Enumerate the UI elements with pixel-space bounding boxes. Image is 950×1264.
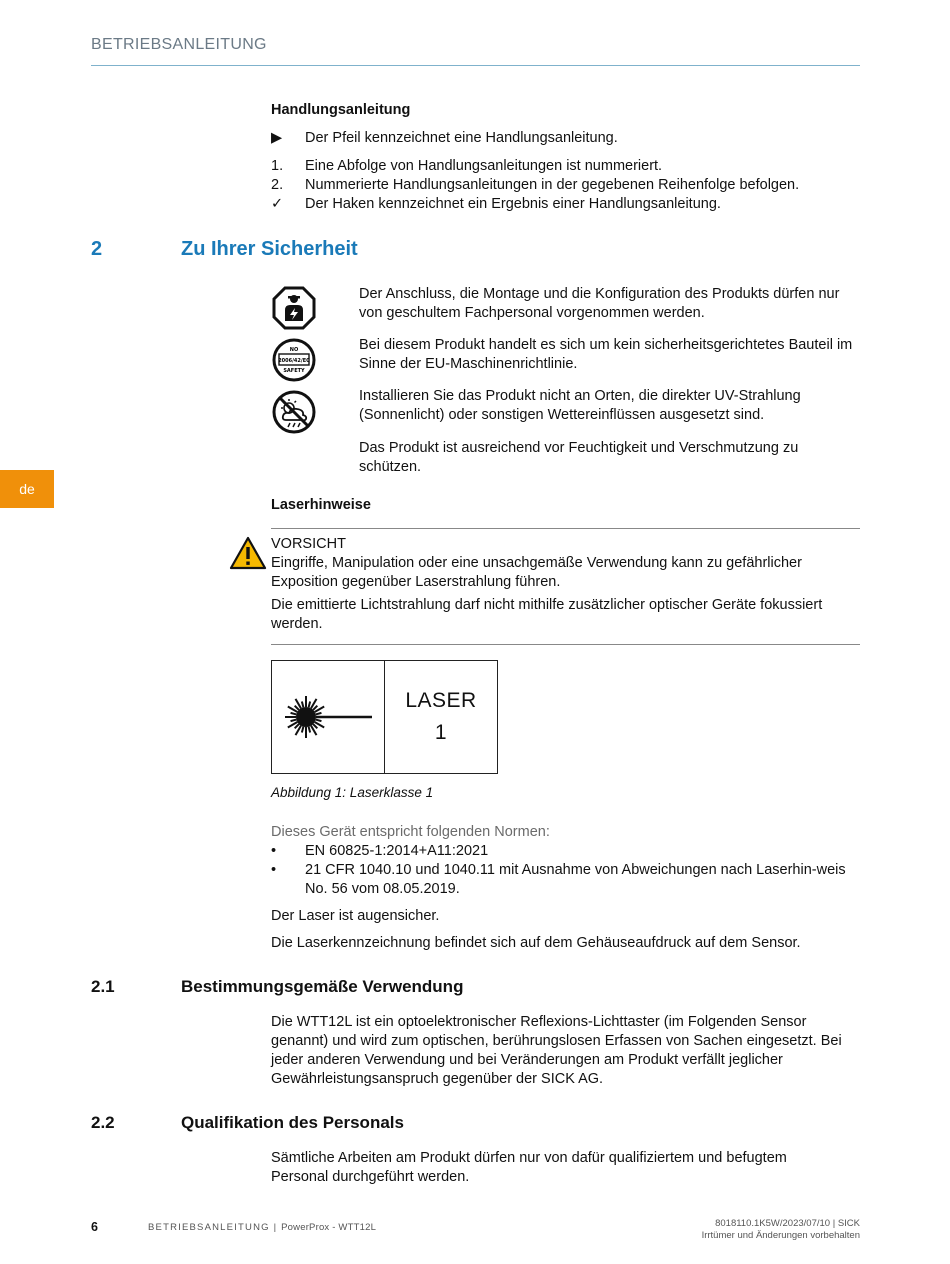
- laser-marking-text: Die Laserkennzeichnung befindet sich auf dem Gehäuseaufdruck auf dem Sensor.: [271, 935, 801, 951]
- warning-label: VORSICHT: [271, 536, 346, 552]
- no-safety-icon: [272, 338, 316, 382]
- laser-ray: [313, 724, 317, 728]
- warning-text: Eingriffe, Manipulation oder eine unsachgemäße Verwendung kann zu gefährlicher Exposition gegenüber Laserstrahlung führen.: [271, 555, 802, 590]
- header-rule: [91, 65, 860, 66]
- section-2-2-text: Sämtliche Arbeiten am Produkt dürfen nur von dafür qualifiziertem und befugtem Personal durchgeführt werden.: [271, 1150, 787, 1185]
- laser-label-line1: LASER: [405, 689, 477, 712]
- figure-caption: Abbildung 1: Laserklasse 1: [271, 785, 434, 800]
- numbered-item-2: 2. Nummerierte Handlungsanleitungen in der gegebenen Reihenfolge befolgen.: [271, 177, 800, 193]
- laser-symbol: [272, 661, 385, 773]
- footer-doc-title: BETRIEBSANLEITUNG | PowerProx - WTT12L: [148, 1222, 377, 1233]
- laser-ray: [316, 713, 322, 715]
- instructions-block: [271, 101, 861, 214]
- section-2-1-text: Die WTT12L ist ein optoelektronischer Reflexions-Lichttaster (im Folgenden Sensor genannt) und wird zum optischen, berührungslosen Erfassen von Sachen eingesetzt. Bei jeder anderen Verwendung und bei Veränderungen am Produkt verfällt jeglicher Gewährleistungsanspruch gegenüber der SICK AG.: [271, 1014, 842, 1087]
- numbered-item-1: 1. Eine Abfolge von Handlungsanleitungen ist nummeriert.: [271, 158, 663, 174]
- arrow-icon: ▶: [271, 130, 283, 146]
- paragraph-no-uv: Installieren Sie das Produkt nicht an Orten, die direkter UV-Strahlung (Sonnenlicht) oder sonstigen Wettereinflüssen ausgesetzt sind.: [359, 388, 801, 423]
- section-2-2-number: 2.2: [91, 1113, 115, 1132]
- section-2-title: Zu Ihrer Sicherheit: [181, 238, 358, 260]
- footer-disclaimer: Irrtümer und Änderungen vorbehalten: [701, 1230, 860, 1241]
- no-safety-top-text: NO: [289, 347, 299, 353]
- page-number: 6: [91, 1220, 98, 1234]
- laser-ray: [291, 713, 297, 715]
- header-title: BETRIEBSANLEITUNG: [91, 36, 267, 53]
- laser-ray: [302, 727, 304, 733]
- laser-label-line2: 1: [434, 721, 448, 744]
- norms-intro-line: Dieses Gerät entspricht folgenden Normen:: [271, 824, 550, 840]
- norm-item-2: • 21 CFR 1040.10 und 1040.11 mit Ausnahme von Abweichungen nach Laserhin-weis No. 56 vom 08.05.2019.: [271, 862, 846, 897]
- paragraph-qualified-personnel: Der Anschluss, die Montage und die Konfiguration des Produkts dürfen nur von geschultem Fachpersonal vorgenommen werden.: [359, 286, 840, 321]
- no-weather-exposure-icon: [272, 390, 316, 434]
- laser-heading: Laserhinweise: [271, 497, 371, 513]
- bullet-icon: •: [271, 862, 277, 878]
- laser-class-text: [385, 661, 497, 773]
- warning-rule-top: [271, 528, 860, 529]
- language-tab[interactable]: de: [0, 470, 54, 508]
- no-safety-middle-text: 2006/42/EC: [278, 358, 310, 364]
- section-2-1-number: 2.1: [91, 977, 115, 996]
- warning-block: [271, 535, 861, 634]
- paragraph-no-safety: Bei diesem Produkt handelt es sich um kein sicherheitsgerichtetes Bauteil im Sinne der EU-Maschinenrichtlinie.: [359, 337, 853, 372]
- qualified-personnel-icon: [272, 286, 316, 330]
- check-list-item: ✓ Der Haken kennzeichnet ein Ergebnis einer Handlungsanleitung.: [271, 196, 721, 212]
- norm-item-1: • EN 60825-1:2014+A11:2021: [271, 843, 489, 859]
- laser-ray: [309, 702, 311, 708]
- instructions-heading: Handlungsanleitung: [271, 102, 411, 118]
- laser-ray: [302, 702, 304, 708]
- section-2-1-title: Bestimmungsgemäße Verwendung: [181, 977, 464, 996]
- laser-ray: [316, 720, 322, 722]
- laser-ray: [295, 706, 299, 710]
- laser-ray: [291, 720, 297, 722]
- laser-class-label: [271, 660, 498, 774]
- section-2-2-title: Qualifikation des Personals: [181, 1113, 404, 1132]
- laser-ray: [295, 724, 299, 728]
- warning-rule-bottom: [271, 644, 860, 645]
- section-2-number: 2: [91, 238, 103, 260]
- arrow-list-item: ▶ Der Pfeil kennzeichnet eine Handlungsanleitung.: [271, 130, 618, 146]
- warning-triangle-icon: [229, 536, 267, 570]
- laser-ray: [313, 706, 317, 710]
- warning-text-2: Die emittierte Lichtstrahlung darf nicht mithilfe zusätzlicher optischer Geräte fokussiert werden.: [271, 597, 823, 632]
- laser-ray: [309, 727, 311, 733]
- norms-block: [271, 823, 861, 953]
- checkmark-icon: ✓: [271, 196, 284, 212]
- no-safety-bottom-text: SAFETY: [283, 368, 305, 374]
- eye-safe-text: Der Laser ist augensicher.: [271, 908, 440, 924]
- footer-reference: [702, 1218, 860, 1242]
- norms-intro: Dieses Gerät entspricht folgenden Normen: [271, 824, 546, 840]
- footer-ref: 8018110.1K5W/2023/07/10 | SICK: [715, 1218, 860, 1229]
- section-2-text: [359, 285, 861, 477]
- laser-starburst-icon: [282, 687, 374, 747]
- paragraph-moisture: Das Produkt ist ausreichend vor Feuchtigkeit und Verschmutzung zu schützen.: [359, 440, 799, 475]
- bullet-icon: •: [271, 843, 277, 859]
